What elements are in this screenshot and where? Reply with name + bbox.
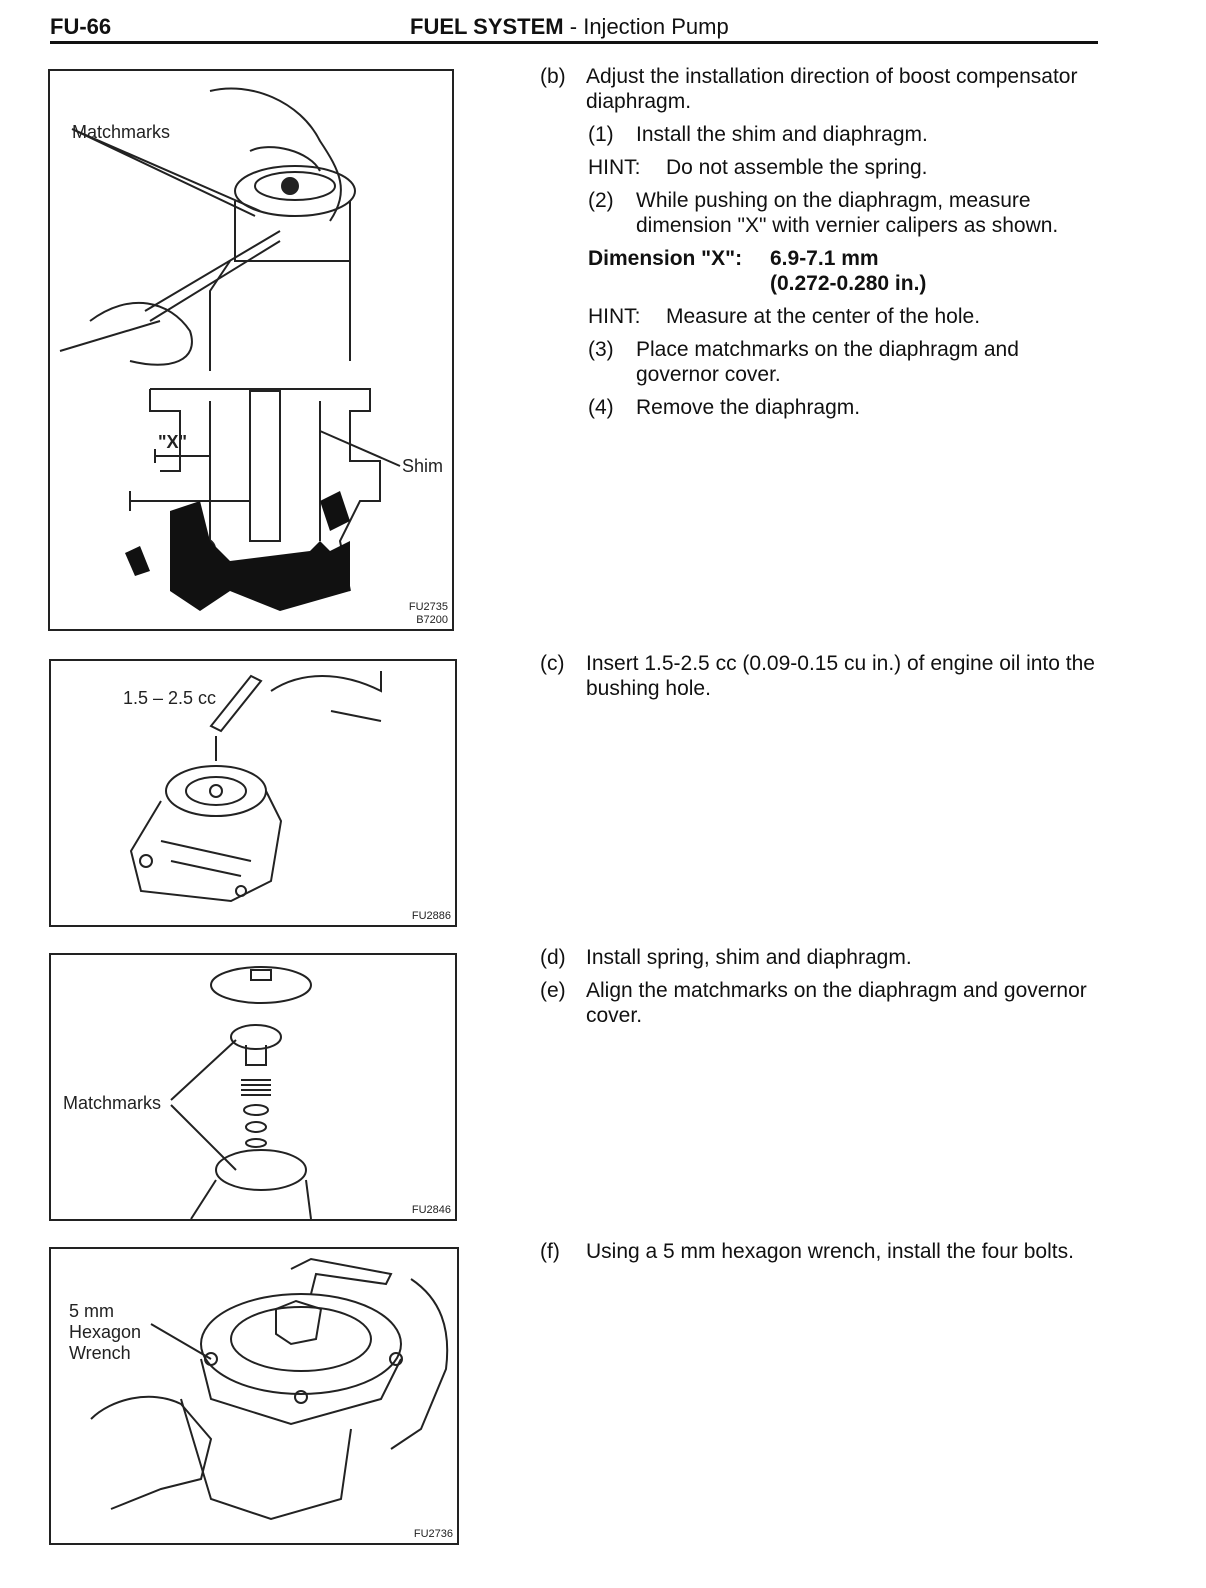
substep-label: (2): [588, 189, 614, 212]
hint-label: HINT:: [588, 156, 641, 179]
substep-text: Install the shim and diaphragm.: [636, 123, 928, 146]
figure-code-line: B7200: [416, 614, 448, 626]
figure-code-line: FU2735: [408, 601, 448, 613]
dimension-spec: [588, 246, 1100, 296]
substep-label: (4): [588, 396, 614, 419]
substep-text: Place matchmarks on the diaphragm and governor cover.: [636, 338, 1019, 386]
step-f-block: [540, 1239, 1100, 1272]
step-c: [540, 651, 1100, 701]
figure-code-line: FU2886: [411, 910, 451, 922]
figure-code-line: FU2736: [413, 1528, 453, 1540]
section-title: [410, 14, 729, 40]
step-f: [540, 1239, 1100, 1264]
hint-2: [588, 304, 1100, 329]
step-text: Using a 5 mm hexagon wrench, install the four bolts.: [586, 1240, 1074, 1263]
figure-code: [412, 910, 451, 923]
step-text: Insert 1.5-2.5 cc (0.09-0.15 cu in.) of engine oil into the bushing hole.: [586, 652, 1095, 700]
title-separator: -: [569, 14, 578, 39]
step-label: (f): [540, 1240, 560, 1263]
subsection-name: Injection Pump: [583, 14, 729, 39]
hexagon-wrench-illustration: [51, 1249, 457, 1543]
step-de-block: [540, 945, 1100, 1036]
oil-insert-illustration: [51, 661, 455, 925]
step-text: Install spring, shim and diaphragm.: [586, 946, 912, 969]
wrench-callout: Wrench: [69, 1343, 131, 1363]
diaphragm-assembly-illustration: [51, 955, 455, 1219]
substep-3: [588, 337, 1100, 387]
page-number: FU-66: [50, 14, 112, 39]
figure-code: [414, 1528, 453, 1541]
substep-text: While pushing on the diaphragm, measure dimension "X" with vernier calipers as shown.: [636, 189, 1059, 237]
substep-2: [588, 188, 1100, 238]
spec-value: 6.9-7.1 mm: [770, 247, 879, 270]
step-label: (d): [540, 946, 566, 969]
step-d: [540, 945, 1100, 970]
step-label: (c): [540, 652, 565, 675]
header-rule: [50, 41, 1098, 44]
dimension-x-callout: "X": [158, 432, 188, 452]
figure-hexagon-wrench: [49, 1247, 459, 1545]
hint-text: Do not assemble the spring.: [666, 156, 928, 179]
substep-text: Remove the diaphragm.: [636, 396, 861, 419]
matchmarks-callout: Matchmarks: [72, 122, 171, 142]
figure-boost-compensator-measure: [48, 69, 454, 631]
spec-value-inches: (0.272-0.280 in.): [770, 272, 927, 295]
page-header: [50, 12, 1098, 40]
substep-4: [588, 395, 1100, 420]
step-label: (b): [540, 65, 566, 88]
figure-oil-insert: [49, 659, 457, 927]
substep-label: (3): [588, 338, 614, 361]
step-c-block: [540, 651, 1100, 709]
shim-callout: Shim: [402, 456, 444, 476]
wrench-size-callout: 5 mm: [69, 1301, 114, 1321]
diaphragm-measurement-illustration: [50, 71, 452, 629]
figure-code: [412, 1204, 451, 1217]
substep-1: [588, 122, 1100, 147]
hint-label: HINT:: [588, 305, 641, 328]
step-b-block: [540, 64, 1100, 428]
step-label: (e): [540, 979, 566, 1002]
hint-1: [588, 155, 1100, 180]
figure-code-line: FU2846: [411, 1204, 451, 1216]
wrench-type-callout: Hexagon: [69, 1322, 142, 1342]
matchmarks-callout: Matchmarks: [63, 1093, 162, 1113]
step-e: [540, 978, 1100, 1028]
step-text: Align the matchmarks on the diaphragm and governor cover.: [586, 979, 1087, 1027]
figure-code: [409, 601, 448, 627]
step-b: [540, 64, 1100, 114]
oil-quantity-callout: 1.5 – 2.5 cc: [123, 688, 217, 708]
step-text: Adjust the installation direction of boost compensator diaphragm.: [586, 65, 1078, 113]
section-name: FUEL SYSTEM: [410, 14, 564, 39]
substep-label: (1): [588, 123, 614, 146]
hint-text: Measure at the center of the hole.: [666, 305, 981, 328]
spec-key: Dimension "X":: [588, 247, 743, 270]
figure-diaphragm-assembly: [49, 953, 457, 1221]
